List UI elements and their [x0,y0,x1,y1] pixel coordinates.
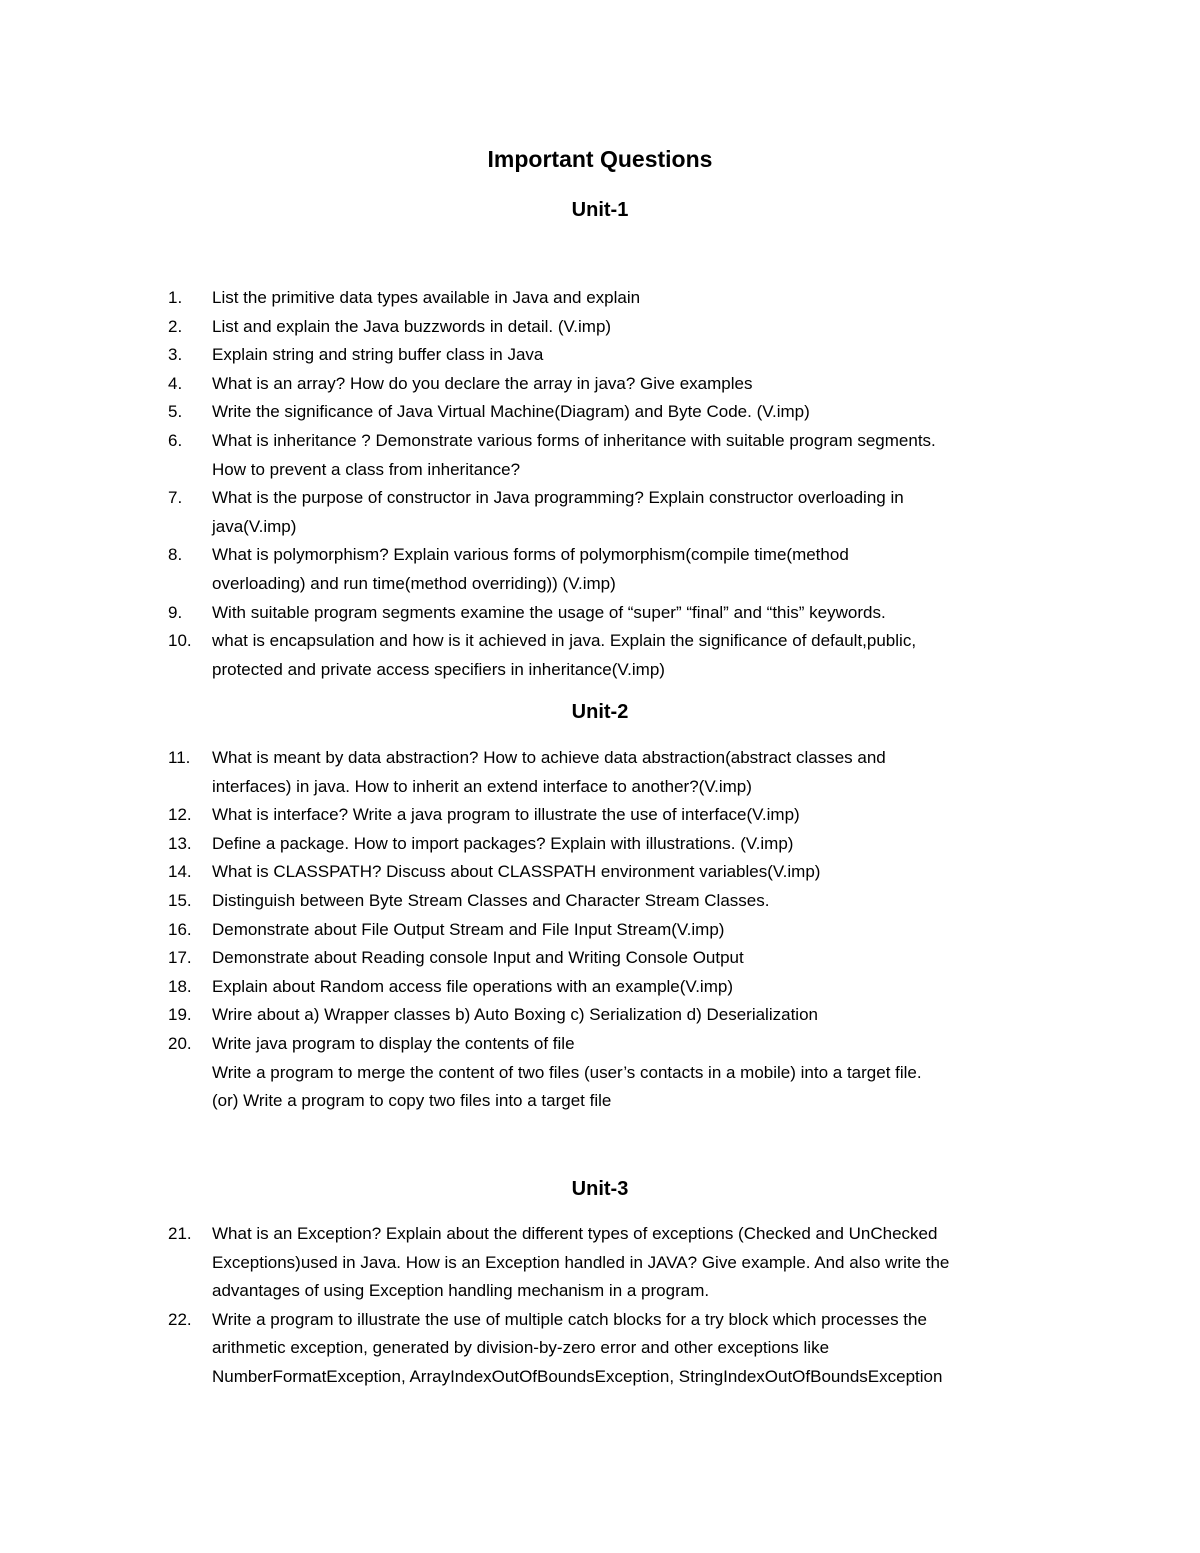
question-text-line: java(V.imp) [212,516,297,536]
question-number: 21. [168,1224,192,1243]
question-text-line: Write a program to illustrate the use of multiple catch blocks for a try block which processes the [212,1309,927,1329]
question-number: 5. [168,402,183,422]
question-list-unit-1 [0,284,1200,684]
question-text-line: Demonstrate about Reading console Input and Writing Console Output [212,948,744,968]
question-text-line: What is inheritance ? Demonstrate various forms of inheritance with suitable program segments. [212,430,936,450]
question-number: 17. [168,948,192,968]
question-text-line: protected and private access specifiers in inheritance(V.imp) [212,659,665,679]
question-item [0,973,1200,1002]
question-text-line: overloading) and run time(method overriding)) (V.imp) [212,573,616,593]
question-text-line: What is meant by data abstraction? How to achieve data abstraction(abstract classes and [212,748,886,767]
question-text-line: Wrire about a) Wrapper classes b) Auto Boxing c) Serialization d) Deserialization [212,1005,818,1025]
question-item [0,1030,1200,1116]
question-text-line: arithmetic exception, generated by division-by-zero error and other exceptions like [212,1338,830,1358]
question-item [0,284,1200,313]
question-text-line: interfaces) in java. How to inherit an extend interface to another?(V.imp) [212,776,752,796]
question-number: 13. [168,833,192,853]
question-number: 18. [168,976,192,996]
question-text-line: What is an Exception? Explain about the different types of exceptions (Checked and UnChecked [212,1224,938,1243]
question-text-line: Demonstrate about File Output Stream and File Input Stream(V.imp) [212,919,725,939]
question-list-unit-2 [0,744,1200,1116]
question-item [0,1306,1200,1392]
question-number: 16. [168,919,192,939]
question-number: 4. [168,373,183,393]
question-text-line: How to prevent a class from inheritance? [212,459,521,479]
question-number: 15. [168,890,192,910]
question-text-line: What is CLASSPATH? Discuss about CLASSPATH environment variables(V.imp) [212,862,821,882]
question-item [0,944,1200,973]
question-number: 8. [168,545,183,565]
question-item [0,341,1200,370]
document-title: Important Questions [487,146,713,172]
question-number: 11. [168,748,191,767]
question-number: 1. [168,288,183,307]
question-text-line: List and explain the Java buzzwords in detail. (V.imp) [212,316,612,336]
question-text-line: Distinguish between Byte Stream Classes and Character Stream Classes. [212,890,770,910]
question-item [0,916,1200,945]
unit-heading-3: Unit-3 [571,1178,629,1200]
question-item [0,858,1200,887]
question-text-line: advantages of using Exception handling mechanism in a program. [212,1281,710,1301]
question-number: 20. [168,1033,192,1053]
question-number: 9. [168,602,183,622]
question-text-line: What is an array? How do you declare the array in java? Give examples [212,373,753,393]
question-item [0,887,1200,916]
question-number: 10. [168,631,192,651]
question-number: 2. [168,316,183,336]
question-item [0,398,1200,427]
question-text-line: Explain string and string buffer class in Java [212,345,544,365]
question-number: 6. [168,430,183,450]
question-item [0,541,1200,598]
question-number: 3. [168,345,183,365]
question-text-line: Exceptions)used in Java. How is an Exception handled in JAVA? Give example. And also write the [212,1252,950,1272]
question-text-line: Write a program to merge the content of two files (user’s contacts in a mobile) into a target file. [212,1062,922,1082]
question-number: 22. [168,1309,192,1329]
question-text-line: List the primitive data types available in Java and explain [212,288,641,307]
question-number: 14. [168,862,192,882]
question-text-line: With suitable program segments examine the usage of “super” “final” and “this” keywords. [212,602,886,622]
question-item [0,1220,1200,1306]
question-text-line: What is interface? Write a java program to illustrate the use of interface(V.imp) [212,805,800,825]
question-item [0,744,1200,801]
question-text-line: What is polymorphism? Explain various forms of polymorphism(compile time(method [212,545,849,565]
question-item [0,627,1200,684]
question-number: 19. [168,1005,192,1025]
unit-heading-1: Unit-1 [571,199,629,221]
question-item [0,313,1200,342]
question-text-line: NumberFormatException, ArrayIndexOutOfBoundsException, StringIndexOutOfBoundsException [212,1366,943,1386]
unit-heading-2: Unit-2 [571,701,629,723]
question-number: 7. [168,488,183,508]
question-list-unit-3 [0,1220,1200,1392]
question-number: 12. [168,805,192,825]
question-text-line: (or) Write a program to copy two files into a target file [212,1091,612,1111]
question-text-line: Explain about Random access file operations with an example(V.imp) [212,976,733,996]
question-text-line: Write the significance of Java Virtual Machine(Diagram) and Byte Code. (V.imp) [212,402,810,422]
question-item [0,484,1200,541]
question-text-line: Define a package. How to import packages? Explain with illustrations. (V.imp) [212,833,794,853]
question-text-line: Write java program to display the contents of file [212,1033,575,1053]
question-text-line: what is encapsulation and how is it achieved in java. Explain the significance of default,public, [212,631,917,651]
question-item [0,370,1200,399]
question-item [0,599,1200,628]
question-item [0,427,1200,484]
question-item [0,830,1200,859]
question-item [0,1001,1200,1030]
question-text-line: What is the purpose of constructor in Java programming? Explain constructor overloading in [212,488,904,508]
question-item [0,801,1200,830]
